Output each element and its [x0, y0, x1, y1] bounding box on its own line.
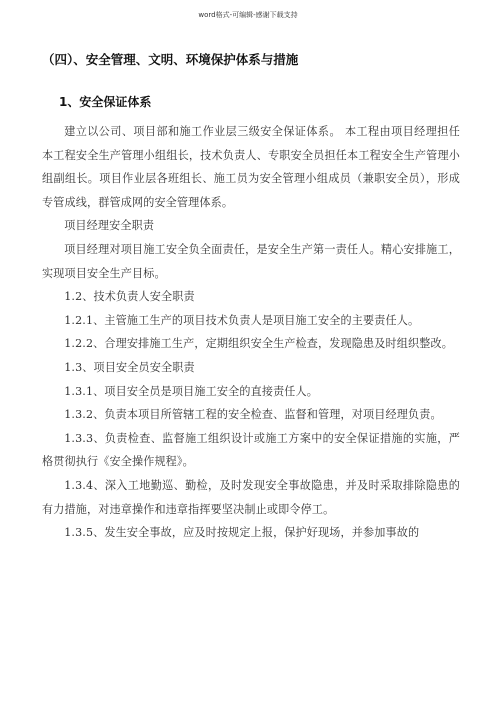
paragraph: 1.3.4、深入工地勤巡、勤检，及时发现安全事故隐患，并及时采取排除隐患的有力措施，对违章操作和违章指挥要坚决制止或即令停工。	[42, 478, 460, 516]
paragraph: 1.3.1、项目安全员是项目施工安全的直接责任人。	[64, 384, 319, 398]
paragraph: 1.3、项目安全员安全职责	[64, 360, 195, 374]
document-body	[42, 120, 460, 545]
section-title: （四）、安全管理、文明、环境保护体系与措施	[42, 52, 299, 67]
paragraph: 1.3.2、负责本项目所管辖工程的安全检查、监督和管理，对项目经理负责。	[64, 408, 442, 422]
paragraph: 1.2、技术负责人安全职责	[64, 290, 195, 304]
paragraph: 1.3.3、负责检查、监督施工组织设计或施工方案中的安全保证措施的实施，严格贯彻执行《安全操作规程》。	[42, 431, 460, 469]
paragraph: 项目经理安全职责	[64, 219, 155, 233]
paragraph: 建立以公司、项目部和施工作业层三级安全保证体系。 本工程由项目经理担任本工程安全生产管理小组组长，技术负责人、专职安全员担任本工程安全生产管理小组副组长。项目作业层各班组长、施工员为安全管理小组成员（兼职安全员），形成专管成线，群管成网的安全管理体系。	[42, 125, 460, 209]
paragraph: 1.2.2、合理安排施工生产，定期组织安全生产检查，发现隐患及时组织整改。	[64, 337, 453, 351]
page-header-note: word格式-可编辑-感谢下载支持	[198, 11, 298, 19]
paragraph: 1.3.5、发生安全事故，应及时按规定上报，保护好现场，并参加事故的	[64, 526, 420, 540]
paragraph: 项目经理对项目施工安全负全面责任，是安全生产第一责任人。精心安排施工，实现项目安全生产目标。	[42, 242, 460, 280]
paragraph: 1.2.1、主管施工生产的项目技术负责人是项目施工安全的主要责任人。	[64, 313, 420, 327]
subsection-title: 1、安全保证体系	[59, 95, 152, 109]
